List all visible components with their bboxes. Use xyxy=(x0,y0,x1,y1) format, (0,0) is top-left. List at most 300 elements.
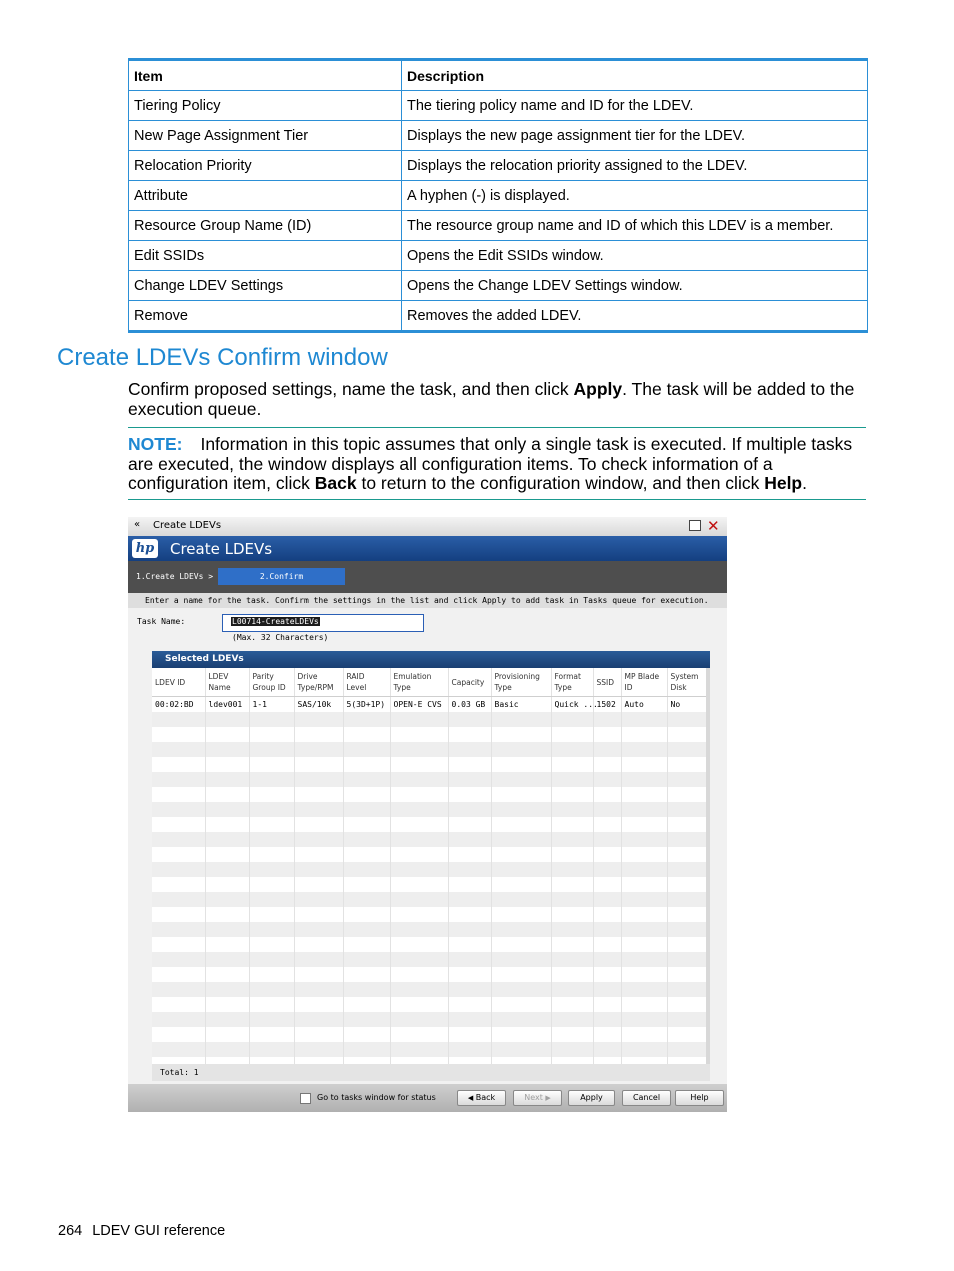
collapse-icon[interactable]: « xyxy=(134,519,141,530)
empty-cell xyxy=(448,757,491,772)
empty-cell xyxy=(621,877,667,892)
empty-cell xyxy=(294,757,343,772)
empty-cell xyxy=(249,922,294,937)
table-row[interactable] xyxy=(152,697,706,713)
empty-cell xyxy=(205,1042,249,1057)
empty-cell xyxy=(205,727,249,742)
empty-cell xyxy=(621,757,667,772)
empty-cell xyxy=(667,847,706,862)
empty-cell xyxy=(390,1042,448,1057)
task-name-hint: (Max. 32 Characters) xyxy=(232,633,329,642)
empty-cell xyxy=(294,862,343,877)
empty-cell xyxy=(551,937,593,952)
empty-cell xyxy=(593,952,621,967)
description-cell: Removes the added LDEV. xyxy=(402,301,868,332)
col-parity-group[interactable]: Parity Group ID xyxy=(249,668,294,697)
empty-cell xyxy=(593,907,621,922)
empty-cell xyxy=(491,1012,551,1027)
empty-cell xyxy=(294,937,343,952)
empty-cell xyxy=(343,967,390,982)
empty-cell xyxy=(621,817,667,832)
empty-cell xyxy=(294,1012,343,1027)
cell-ldev-name: ldev001 xyxy=(205,697,249,713)
item-cell: New Page Assignment Tier xyxy=(129,121,402,151)
empty-cell xyxy=(593,817,621,832)
empty-cell xyxy=(152,982,205,997)
intro-text: Confirm proposed settings, name the task, and then click xyxy=(128,379,574,399)
empty-cell xyxy=(205,772,249,787)
empty-cell xyxy=(205,952,249,967)
cell-capacity: 0.03 GB xyxy=(448,697,491,713)
empty-cell xyxy=(551,1012,593,1027)
empty-cell xyxy=(343,712,390,727)
empty-cell xyxy=(294,952,343,967)
empty-row xyxy=(152,877,706,892)
empty-cell xyxy=(294,967,343,982)
empty-cell xyxy=(294,817,343,832)
note-text: Information in this topic assumes that only a single task is executed. If multiple tasks are executed, the window displays all configuration items. To check information of a configuration item, click xyxy=(128,434,853,493)
empty-cell xyxy=(593,862,621,877)
empty-cell xyxy=(491,862,551,877)
empty-cell xyxy=(667,817,706,832)
col-system-disk[interactable]: System Disk xyxy=(667,668,706,697)
table-row xyxy=(129,271,868,301)
note-box xyxy=(128,427,866,500)
empty-cell xyxy=(294,982,343,997)
empty-cell xyxy=(491,892,551,907)
empty-cell xyxy=(448,742,491,757)
empty-cell xyxy=(667,922,706,937)
empty-cell xyxy=(152,967,205,982)
help-button[interactable]: Help xyxy=(675,1090,724,1106)
empty-cell xyxy=(551,862,593,877)
empty-cell xyxy=(551,922,593,937)
selected-ldevs-panel xyxy=(152,651,710,1081)
description-cell: A hyphen (-) is displayed. xyxy=(402,181,868,211)
cell-ssid: 1502 xyxy=(593,697,621,713)
empty-cell xyxy=(448,862,491,877)
empty-cell xyxy=(343,892,390,907)
empty-cell xyxy=(491,712,551,727)
empty-cell xyxy=(448,772,491,787)
empty-row xyxy=(152,742,706,757)
empty-cell xyxy=(249,742,294,757)
cell-raid-level: 5(3D+1P) xyxy=(343,697,390,713)
empty-cell xyxy=(294,832,343,847)
description-cell: Opens the Change LDEV Settings window. xyxy=(402,271,868,301)
empty-cell xyxy=(390,832,448,847)
empty-cell xyxy=(448,727,491,742)
empty-cell xyxy=(343,1012,390,1027)
empty-cell xyxy=(621,982,667,997)
total-count: Total: 1 xyxy=(160,1068,199,1077)
empty-cell xyxy=(249,862,294,877)
empty-cell xyxy=(667,772,706,787)
empty-cell xyxy=(152,832,205,847)
empty-cell xyxy=(249,937,294,952)
empty-cell xyxy=(205,937,249,952)
item-cell: Remove xyxy=(129,301,402,332)
empty-cell xyxy=(448,1042,491,1057)
empty-cell xyxy=(551,1027,593,1042)
step-create-ldevs[interactable]: 1.Create LDEVs > xyxy=(136,572,214,581)
empty-cell xyxy=(667,952,706,967)
empty-cell xyxy=(448,1027,491,1042)
empty-cell xyxy=(343,937,390,952)
empty-row xyxy=(152,757,706,772)
empty-cell xyxy=(667,997,706,1012)
empty-cell xyxy=(667,982,706,997)
empty-cell xyxy=(667,937,706,952)
empty-cell xyxy=(448,712,491,727)
item-cell: Change LDEV Settings xyxy=(129,271,402,301)
empty-cell xyxy=(205,757,249,772)
col-provisioning-type[interactable]: Provisioning Type xyxy=(491,668,551,697)
empty-cell xyxy=(249,787,294,802)
empty-cell xyxy=(249,847,294,862)
empty-cell xyxy=(667,862,706,877)
empty-cell xyxy=(491,1027,551,1042)
empty-cell xyxy=(593,712,621,727)
empty-cell xyxy=(249,907,294,922)
intro-paragraph xyxy=(128,380,868,419)
item-cell: Relocation Priority xyxy=(129,151,402,181)
empty-cell xyxy=(390,877,448,892)
empty-cell xyxy=(390,727,448,742)
empty-cell xyxy=(667,1012,706,1027)
intro-text-end: . The task will be added to the execution queue. xyxy=(128,379,855,419)
column-header-description: Description xyxy=(402,60,868,91)
empty-cell xyxy=(294,727,343,742)
empty-cell xyxy=(294,1027,343,1042)
empty-row xyxy=(152,847,706,862)
empty-cell xyxy=(667,757,706,772)
table-header-row xyxy=(152,668,706,697)
empty-cell xyxy=(448,1012,491,1027)
empty-cell xyxy=(205,847,249,862)
empty-cell xyxy=(621,922,667,937)
empty-cell xyxy=(551,877,593,892)
empty-cell xyxy=(667,907,706,922)
empty-cell xyxy=(667,892,706,907)
empty-cell xyxy=(343,817,390,832)
cell-drive-type: SAS/10k xyxy=(294,697,343,713)
empty-cell xyxy=(205,982,249,997)
empty-cell xyxy=(294,892,343,907)
empty-cell xyxy=(621,712,667,727)
col-format-type[interactable]: Format Type xyxy=(551,668,593,697)
empty-cell xyxy=(390,892,448,907)
empty-cell xyxy=(491,952,551,967)
empty-cell xyxy=(152,817,205,832)
empty-cell xyxy=(390,862,448,877)
empty-cell xyxy=(621,952,667,967)
empty-cell xyxy=(205,742,249,757)
empty-cell xyxy=(152,907,205,922)
col-ssid[interactable]: SSID xyxy=(593,668,621,697)
description-cell: The tiering policy name and ID for the LDEV. xyxy=(402,91,868,121)
maximize-icon[interactable] xyxy=(689,520,701,531)
empty-cell xyxy=(152,892,205,907)
empty-cell xyxy=(249,877,294,892)
empty-cell xyxy=(249,1042,294,1057)
hp-logo: hp xyxy=(132,539,158,558)
empty-cell xyxy=(205,712,249,727)
empty-row xyxy=(152,802,706,817)
empty-cell xyxy=(621,862,667,877)
empty-cell xyxy=(249,727,294,742)
empty-cell xyxy=(593,727,621,742)
table-row xyxy=(129,91,868,121)
empty-cell xyxy=(390,1012,448,1027)
empty-cell xyxy=(390,847,448,862)
empty-row xyxy=(152,967,706,982)
create-ldevs-dialog xyxy=(128,517,727,1112)
empty-cell xyxy=(294,922,343,937)
back-button[interactable]: ◀ Back xyxy=(457,1090,506,1106)
reference-table-header xyxy=(129,60,868,91)
empty-cell xyxy=(448,907,491,922)
empty-row xyxy=(152,817,706,832)
col-mp-blade-id[interactable]: MP Blade ID xyxy=(621,668,667,697)
empty-cell xyxy=(593,877,621,892)
empty-cell xyxy=(551,772,593,787)
empty-cell xyxy=(593,922,621,937)
empty-cell xyxy=(343,787,390,802)
empty-cell xyxy=(390,997,448,1012)
empty-cell xyxy=(294,802,343,817)
note-text: to return to the configuration window, and then click xyxy=(356,473,765,493)
empty-cell xyxy=(343,847,390,862)
empty-cell xyxy=(152,922,205,937)
empty-cell xyxy=(667,802,706,817)
empty-cell xyxy=(152,952,205,967)
empty-cell xyxy=(343,1042,390,1057)
empty-cell xyxy=(249,952,294,967)
empty-cell xyxy=(593,772,621,787)
empty-cell xyxy=(205,907,249,922)
empty-cell xyxy=(152,727,205,742)
empty-cell xyxy=(390,802,448,817)
empty-cell xyxy=(491,967,551,982)
empty-cell xyxy=(390,772,448,787)
col-emulation-type[interactable]: Emulation Type xyxy=(390,668,448,697)
empty-cell xyxy=(343,802,390,817)
dialog-footer xyxy=(128,1084,727,1112)
empty-cell xyxy=(491,772,551,787)
empty-cell xyxy=(294,787,343,802)
cell-system-disk: No xyxy=(667,697,706,713)
wizard-steps xyxy=(128,561,727,593)
empty-cell xyxy=(343,997,390,1012)
empty-cell xyxy=(294,997,343,1012)
next-button[interactable]: Next ▶ xyxy=(513,1090,562,1106)
note-help-keyword: Help xyxy=(764,473,803,493)
empty-cell xyxy=(491,802,551,817)
empty-cell xyxy=(152,712,205,727)
empty-cell xyxy=(491,757,551,772)
col-raid-level[interactable]: RAID Level xyxy=(343,668,390,697)
empty-cell xyxy=(621,967,667,982)
empty-cell xyxy=(621,1042,667,1057)
table-row xyxy=(129,301,868,332)
empty-cell xyxy=(152,1042,205,1057)
empty-cell xyxy=(491,922,551,937)
empty-cell xyxy=(152,787,205,802)
empty-cell xyxy=(621,772,667,787)
empty-cell xyxy=(152,1027,205,1042)
cell-emulation-type: OPEN-E CVS xyxy=(390,697,448,713)
empty-cell xyxy=(152,772,205,787)
go-to-tasks-label: Go to tasks window for status xyxy=(317,1093,436,1102)
empty-cell xyxy=(551,727,593,742)
empty-row xyxy=(152,922,706,937)
cell-provisioning-type: Basic xyxy=(491,697,551,713)
empty-cell xyxy=(593,892,621,907)
empty-cell xyxy=(390,937,448,952)
back-arrow-icon: ◀ xyxy=(467,1094,474,1102)
footer-text: LDEV GUI reference xyxy=(92,1223,226,1239)
page-number: 264 xyxy=(58,1223,83,1239)
empty-row xyxy=(152,982,706,997)
empty-cell xyxy=(491,832,551,847)
empty-cell xyxy=(343,862,390,877)
instruction-text: Enter a name for the task. Confirm the settings in the list and click Apply to add task in Tasks queue for execution. xyxy=(145,596,709,605)
col-ldev-id[interactable]: LDEV ID xyxy=(152,668,205,697)
empty-cell xyxy=(390,907,448,922)
panel-title-bar xyxy=(152,651,710,668)
empty-cell xyxy=(667,742,706,757)
empty-cell xyxy=(593,937,621,952)
empty-cell xyxy=(667,727,706,742)
go-to-tasks-checkbox[interactable] xyxy=(300,1093,311,1104)
empty-cell xyxy=(551,1042,593,1057)
empty-cell xyxy=(249,817,294,832)
empty-cell xyxy=(667,787,706,802)
empty-row xyxy=(152,1012,706,1027)
empty-cell xyxy=(593,1012,621,1027)
empty-cell xyxy=(205,817,249,832)
empty-cell xyxy=(491,877,551,892)
table-row xyxy=(129,241,868,271)
empty-cell xyxy=(390,967,448,982)
empty-cell xyxy=(491,787,551,802)
empty-cell xyxy=(249,712,294,727)
empty-cell xyxy=(491,847,551,862)
empty-cell xyxy=(667,877,706,892)
empty-cell xyxy=(390,922,448,937)
empty-cell xyxy=(621,997,667,1012)
empty-cell xyxy=(294,712,343,727)
vertical-scrollbar[interactable] xyxy=(706,668,710,1064)
empty-cell xyxy=(249,832,294,847)
empty-cell xyxy=(448,877,491,892)
empty-cell xyxy=(551,742,593,757)
empty-cell xyxy=(205,1012,249,1027)
empty-cell xyxy=(343,877,390,892)
empty-cell xyxy=(491,742,551,757)
empty-cell xyxy=(205,1027,249,1042)
apply-button[interactable]: Apply xyxy=(568,1090,615,1106)
empty-cell xyxy=(205,922,249,937)
empty-cell xyxy=(152,802,205,817)
col-drive-type[interactable]: Drive Type/RPM xyxy=(294,668,343,697)
empty-cell xyxy=(390,742,448,757)
empty-cell xyxy=(152,847,205,862)
empty-cell xyxy=(448,847,491,862)
table-row xyxy=(129,181,868,211)
close-icon[interactable]: ✕ xyxy=(707,517,720,535)
empty-row xyxy=(152,862,706,877)
empty-cell xyxy=(593,1042,621,1057)
empty-cell xyxy=(448,937,491,952)
empty-cell xyxy=(294,1042,343,1057)
empty-cell xyxy=(294,907,343,922)
empty-cell xyxy=(621,907,667,922)
cell-format-type: Quick ... xyxy=(551,697,593,713)
empty-cell xyxy=(551,757,593,772)
empty-cell xyxy=(593,847,621,862)
empty-cell xyxy=(448,922,491,937)
empty-cell xyxy=(593,802,621,817)
empty-cell xyxy=(294,772,343,787)
empty-cell xyxy=(551,967,593,982)
empty-cell xyxy=(152,862,205,877)
item-cell: Edit SSIDs xyxy=(129,241,402,271)
empty-cell xyxy=(448,817,491,832)
empty-cell xyxy=(621,1012,667,1027)
col-capacity[interactable]: Capacity xyxy=(448,668,491,697)
banner-title: Create LDEVs xyxy=(170,540,273,558)
task-name-input[interactable] xyxy=(222,614,424,632)
empty-row xyxy=(152,727,706,742)
empty-row xyxy=(152,772,706,787)
empty-cell xyxy=(551,982,593,997)
empty-row xyxy=(152,937,706,952)
empty-cell xyxy=(448,832,491,847)
empty-cell xyxy=(249,772,294,787)
empty-row xyxy=(152,832,706,847)
empty-cell xyxy=(448,787,491,802)
item-cell: Attribute xyxy=(129,181,402,211)
cancel-button[interactable]: Cancel xyxy=(622,1090,671,1106)
empty-cell xyxy=(491,817,551,832)
empty-cell xyxy=(294,877,343,892)
empty-row xyxy=(152,892,706,907)
empty-cell xyxy=(551,712,593,727)
page-footer xyxy=(58,1223,225,1239)
empty-cell xyxy=(593,1027,621,1042)
empty-cell xyxy=(249,802,294,817)
task-name-label: Task Name: xyxy=(137,617,186,626)
empty-cell xyxy=(593,787,621,802)
empty-cell xyxy=(390,712,448,727)
empty-cell xyxy=(390,1027,448,1042)
empty-cell xyxy=(491,997,551,1012)
empty-cell xyxy=(205,832,249,847)
cell-ldev-id: 00:02:BD xyxy=(152,697,205,713)
empty-cell xyxy=(390,817,448,832)
empty-cell xyxy=(152,742,205,757)
empty-cell xyxy=(343,772,390,787)
empty-cell xyxy=(205,787,249,802)
empty-cell xyxy=(205,892,249,907)
col-ldev-name[interactable]: LDEV Name xyxy=(205,668,249,697)
empty-cell xyxy=(621,787,667,802)
description-cell: The resource group name and ID of which this LDEV is a member. xyxy=(402,211,868,241)
empty-cell xyxy=(621,742,667,757)
empty-cell xyxy=(551,892,593,907)
